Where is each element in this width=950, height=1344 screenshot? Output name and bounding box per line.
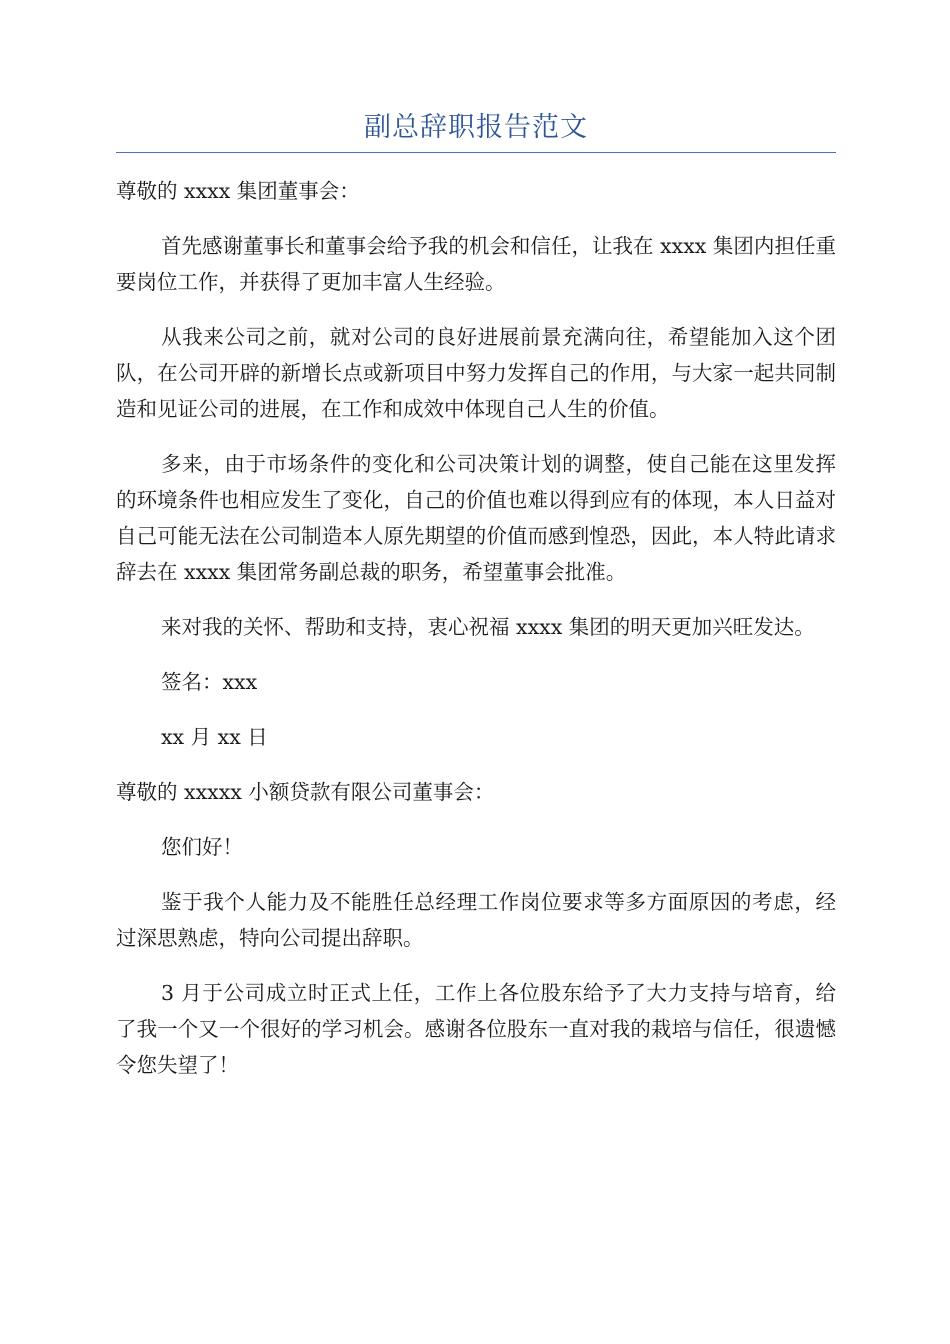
paragraph-aspiration: 从我来公司之前，就对公司的良好进展前景充满向往，希望能加入这个团队，在公司开辟的新增长点或新项目中努力发挥自己的作用，与大家一起共同制造和见证公司的进展，在工作和成效中体现自己人生的价值。 (116, 325, 836, 421)
paragraph-closing-wishes: 来对我的关怀、帮助和支持，衷心祝福 xxxx 集团的明天更加兴旺发达。 (161, 615, 815, 639)
paragraph-reason: 鉴于我个人能力及不能胜任总经理工作岗位要求等多方面原因的考虑，经过深思熟虑，特向公司提出辞职。 (116, 890, 836, 950)
document-page (116, 108, 836, 1102)
date-line: xx 月 xx 日 (161, 725, 268, 749)
signature-line: 签名：xxx (161, 670, 258, 694)
paragraph-gratitude: 3 月于公司成立时正式上任，工作上各位股东给予了大力支持与培育，给了我一个又一个很好的学习机会。感谢各位股东一直对我的栽培与信任，很遗憾令您失望了！ (116, 981, 836, 1077)
document-title: 副总辞职报告范文 (116, 108, 836, 153)
salutation-1: 尊敬的 xxxx 集团董事会： (116, 179, 360, 203)
paragraph-resignation-request: 多来，由于市场条件的变化和公司决策计划的调整，使自己能在这里发挥的环境条件也相应发生了变化，自己的价值也难以得到应有的体现，本人日益对自己可能无法在公司制造本人原先期望的价值而感到惶恐，因此，本人特此请求辞去在 xxxx 集团常务副总裁的职务，希望董事会批准。 (116, 452, 836, 584)
paragraph-thanks: 首先感谢董事长和董事会给予我的机会和信任，让我在 xxxx 集团内担任重要岗位工作，并获得了更加丰富人生经验。 (116, 234, 836, 294)
greeting: 您们好！ (161, 835, 243, 859)
salutation-2: 尊敬的 xxxxx 小额贷款有限公司董事会： (116, 780, 495, 804)
